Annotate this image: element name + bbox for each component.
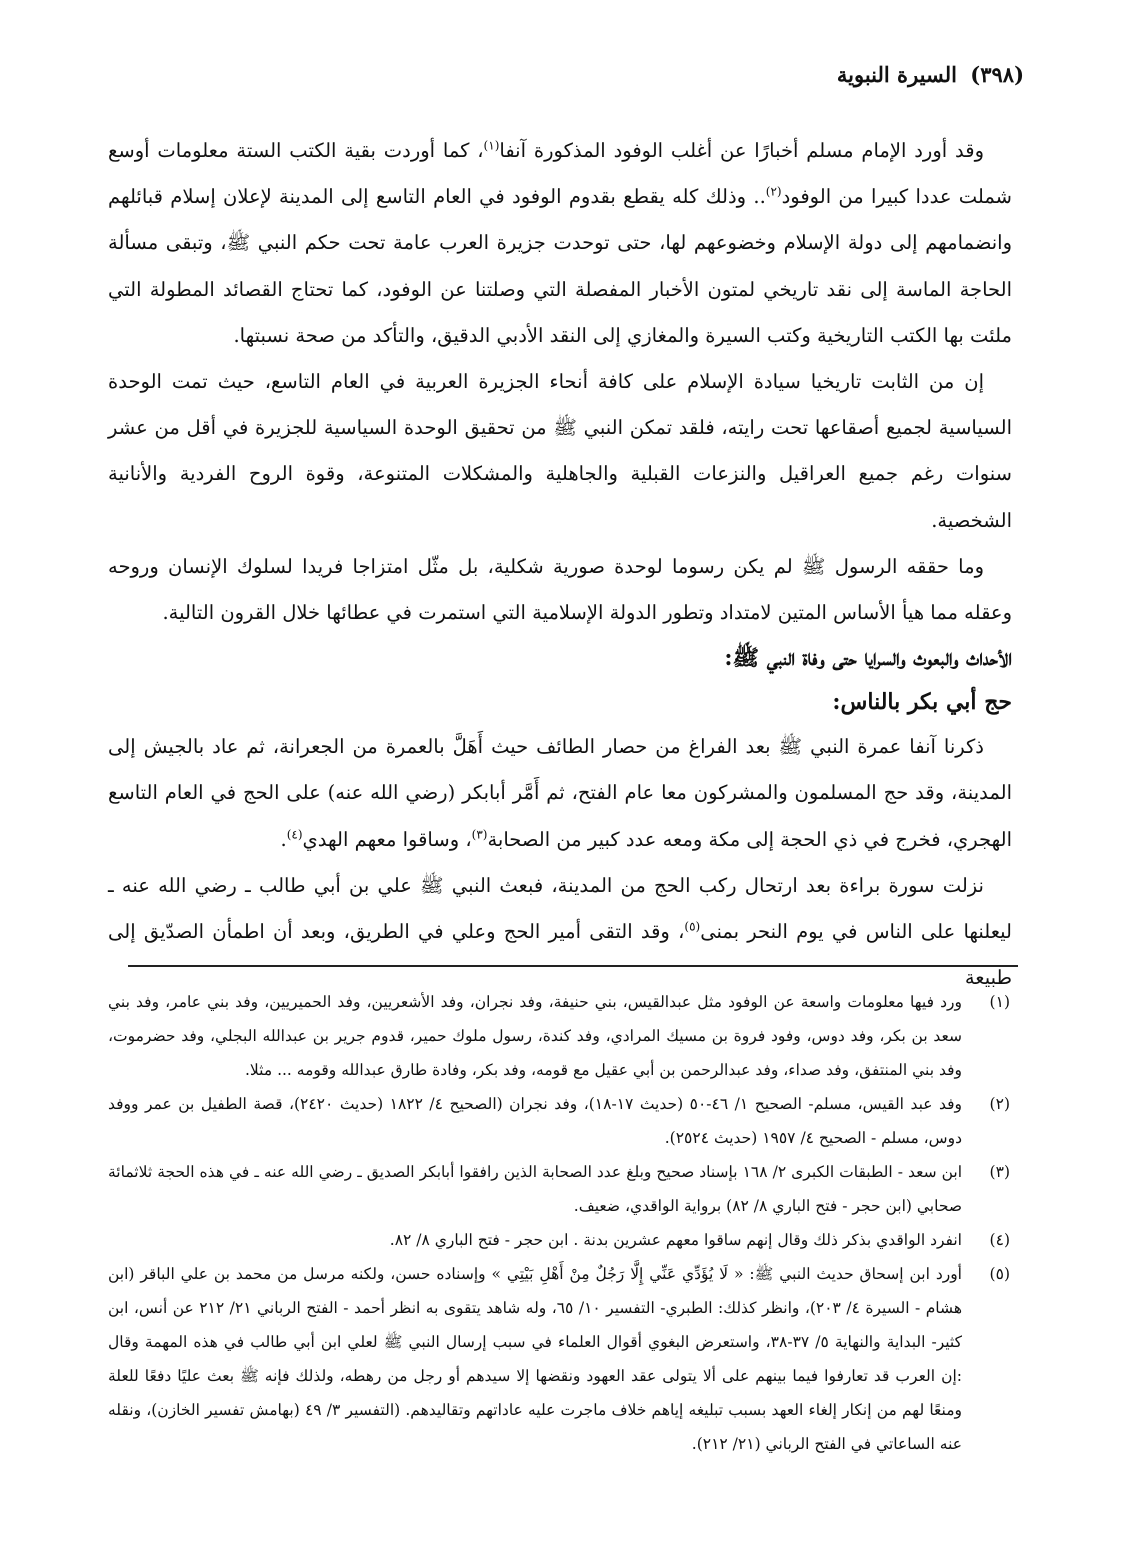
footnote-ref-2[interactable]: (٢) — [765, 184, 782, 199]
paragraph-3: وما حققه الرسول ﷺ لم يكن رسوما لوحدة صورية شكلية، بل مثّل امتزاجا فريدا لسلوك الإنسان وروحه وعقله مما هيأ الأساس المتين لامتداد وتطور الدولة الإسلامية التي استمرت في عطائها خلال القرون التالية. — [108, 554, 1012, 625]
footnote-ref-5[interactable]: (٥) — [684, 919, 701, 934]
footnote-separator — [128, 965, 1018, 967]
footnote-item — [108, 1223, 1016, 1257]
footnote-item — [108, 1087, 1016, 1155]
subsection-heading: حج أبي بكر بالناس: — [832, 689, 1012, 716]
paragraph-5-part-b: ، وقد التقى أمير الحج وعلي في الطريق، وبعد أن اطمأن الصدّيق إلى طبيعة — [108, 920, 1012, 990]
paragraph-1-part-b: ، كما أوردت بقية الكتب الستة معلومات أوسع شملت عددا كبيرا من الوفود — [108, 139, 1012, 209]
footnote-number: (٥) — [989, 1265, 1010, 1283]
paragraph-5 — [108, 863, 1012, 1002]
footnote-ref-4[interactable]: (٤) — [286, 827, 303, 842]
paragraph-1-part-a: وقد أورد الإمام مسلم أخبارًا عن أغلب الوفود المذكورة آنفا — [499, 139, 984, 162]
paragraph-4-part-c: . — [280, 827, 287, 851]
footnote-text: أورد ابن إسحاق حديث النبي ﷺ: « لَا يُؤَدِّي عَنِّي إِلَّا رَجُلٌ مِنْ أَهْلِ بَيْتِي » وإسناده حسن، ولكنه مرسل من محمد بن علي الباقر (ابن هشام - السيرة ٤/ ٢٠٣)، وانظر كذلك: الطبري- التفسير ١٠/ ٦٥، وله شاهد يتقوى به انظر أحمد - الفتح الرباني ٢١/ ٢١٢ عن أنس، ابن كثير- البداية والنهاية ٥/ ٣٧-٣٨، واستعرض البغوي أقوال العلماء في سبب إرسال النبي ﷺ لعلي ابن أبي طالب في هذه المهمة وقال :إن العرب قد تعارفوا فيما بينهم على ألا يتولى عقد العهود ونقضها إلا سيدهم أو رجل من رهطه، ولذلك فإنه ﷺ بعث عليًا دفعًا للعلة ومنعًا لهم من إنكار إلغاء العهد بسبب تبليغه إياهم خلاف ماجرت عليه عاداتهم وتقاليدهم. (التفسير ٣/ ٤٩ (بهامش تفسير الخازن)، ونقله عنه الساعاتي في الفتح الرباني (٢١/ ٢١٢). — [108, 1265, 963, 1453]
paragraph-1 — [108, 128, 1012, 359]
running-header — [837, 62, 1024, 87]
footnote-item — [108, 1257, 1016, 1461]
paragraph-5-part-a: نزلت سورة براءة بعد ارتحال ركب الحج من المدينة، فبعث النبي ﷺ علي بن أبي طالب ـ رضي الله عنه ـ ليعلنها على الناس في يوم النحر بمنى — [108, 873, 1012, 944]
running-title: السيرة النبوية — [836, 62, 957, 87]
footnote-number: (٣) — [989, 1163, 1010, 1181]
page-number: (٣٩٨) — [970, 62, 1024, 87]
paragraph-2: إن من الثابت تاريخيا سيادة الإسلام على كافة أنحاء الجزيرة العربية في العام التاسع، حيث تمت الوحدة السياسية لجميع أصقاعها تحت رايته، فلقد تمكن النبي ﷺ من تحقيق الوحدة السياسية للجزيرة في أقل من عشر سنوات رغم جميع العراقيل والنزعات القبلية والجاهلية والمشكلات المتنوعة، وقوة الروح الفردية والأنانية الشخصية. — [108, 370, 1012, 532]
footnote-ref-1[interactable]: (١) — [483, 138, 500, 153]
footnote-text: ابن سعد - الطبقات الكبرى ٢/ ١٦٨ بإسناد صحيح وبلغ عدد الصحابة الذين رافقوا أبابكر الصديق ـ رضي الله عنه ـ في هذه الحجة ثلاثمائة صحابي (ابن حجر - فتح الباري ٨/ ٨٢) برواية الواقدي، ضعيف. — [108, 1163, 963, 1215]
footnote-ref-3[interactable]: (٣) — [471, 827, 488, 842]
footnote-text: وفد عبد القيس، مسلم- الصحيح ١/ ٤٦-٥٠ (حديث ١٧-١٨)، وفد نجران (الصحيح ٤/ ١٨٢٢ (حديث ٢٤٢٠)، قصة الطفيل بن عمر ووفد دوس، مسلم - الصحيح ٤/ ١٩٥٧ (حديث ٢٥٢٤). — [108, 1095, 963, 1147]
footnote-item — [108, 1155, 1016, 1223]
paragraph-4-part-b: ، وساقوا معهم الهدي — [302, 827, 472, 851]
footnote-number: (٢) — [989, 1095, 1010, 1113]
paragraph-4-part-a: ذكرنا آنفا عمرة النبي ﷺ بعد الفراغ من حصار الطائف حيث أَهَلَّ بالعمرة من الجعرانة، ثم عاد بالجيش إلى المدينة، وقد حج المسلمون والمشركون معا عام الفتح، ثم أَمَّر أبابكر (رضي الله عنه) على الحج في العام التاسع الهجري، فخرج في ذي الحجة إلى مكة ومعه عدد كبير من الصحابة — [108, 735, 1012, 851]
footnote-text: ورد فيها معلومات واسعة عن الوفود مثل عبدالقيس، بني حنيفة، وفد نجران، وفد الأشعريين، وفد الحميريين، وفد بني عامر، وفد بني سعد بن بكر، وفد دوس، وفود فروة بن مسيك المرادي، وفد كندة، رسول ملوك حمير، قدوم جرير بن عبدالله البجلي، وفد حضرموت، وفد بني المنتفق، وفد صداء، وفد عبدالرحمن بن أبي عقيل مع قومه، وفد بكر، وفادة طارق عبدالله وقومه ... مثلا. — [108, 993, 962, 1079]
paragraph-4 — [108, 724, 1012, 863]
paragraph-1-part-c: .. وذلك كله يقطع بقدوم الوفود في العام التاسع إلى المدينة لإعلان إسلام قبائلهم وانضمامهم إلى دولة الإسلام وخضوعهم لها، حتى توحدت جزيرة العرب عامة تحت حكم النبي ﷺ، وتبقى مسألة الحاجة الماسة إلى نقد تاريخي لمتون الأخبار المفصلة التي وصلتنا عن الوفود، كما تحتاج القصائد المطولة التي ملئت بها الكتب التاريخية وكتب السيرة والمغازي إلى النقد الأدبي الدقيق، والتأكد من صحة نسبتها. — [108, 185, 1012, 347]
footnotes — [108, 985, 1016, 1461]
footnote-number: (٤) — [989, 1231, 1010, 1249]
footnote-number: (١) — [989, 993, 1010, 1011]
footnote-item — [108, 985, 1016, 1087]
footnote-text: انفرد الواقدي بذكر ذلك وقال إنهم ساقوا معهم عشرين بدنة . ابن حجر - فتح الباري ٨/ ٨٢. — [389, 1231, 962, 1249]
section-heading: الأحداث والبعوث والسرايا حتى وفاة النبي ﷺ: — [724, 645, 1012, 672]
main-text — [108, 128, 1012, 1001]
